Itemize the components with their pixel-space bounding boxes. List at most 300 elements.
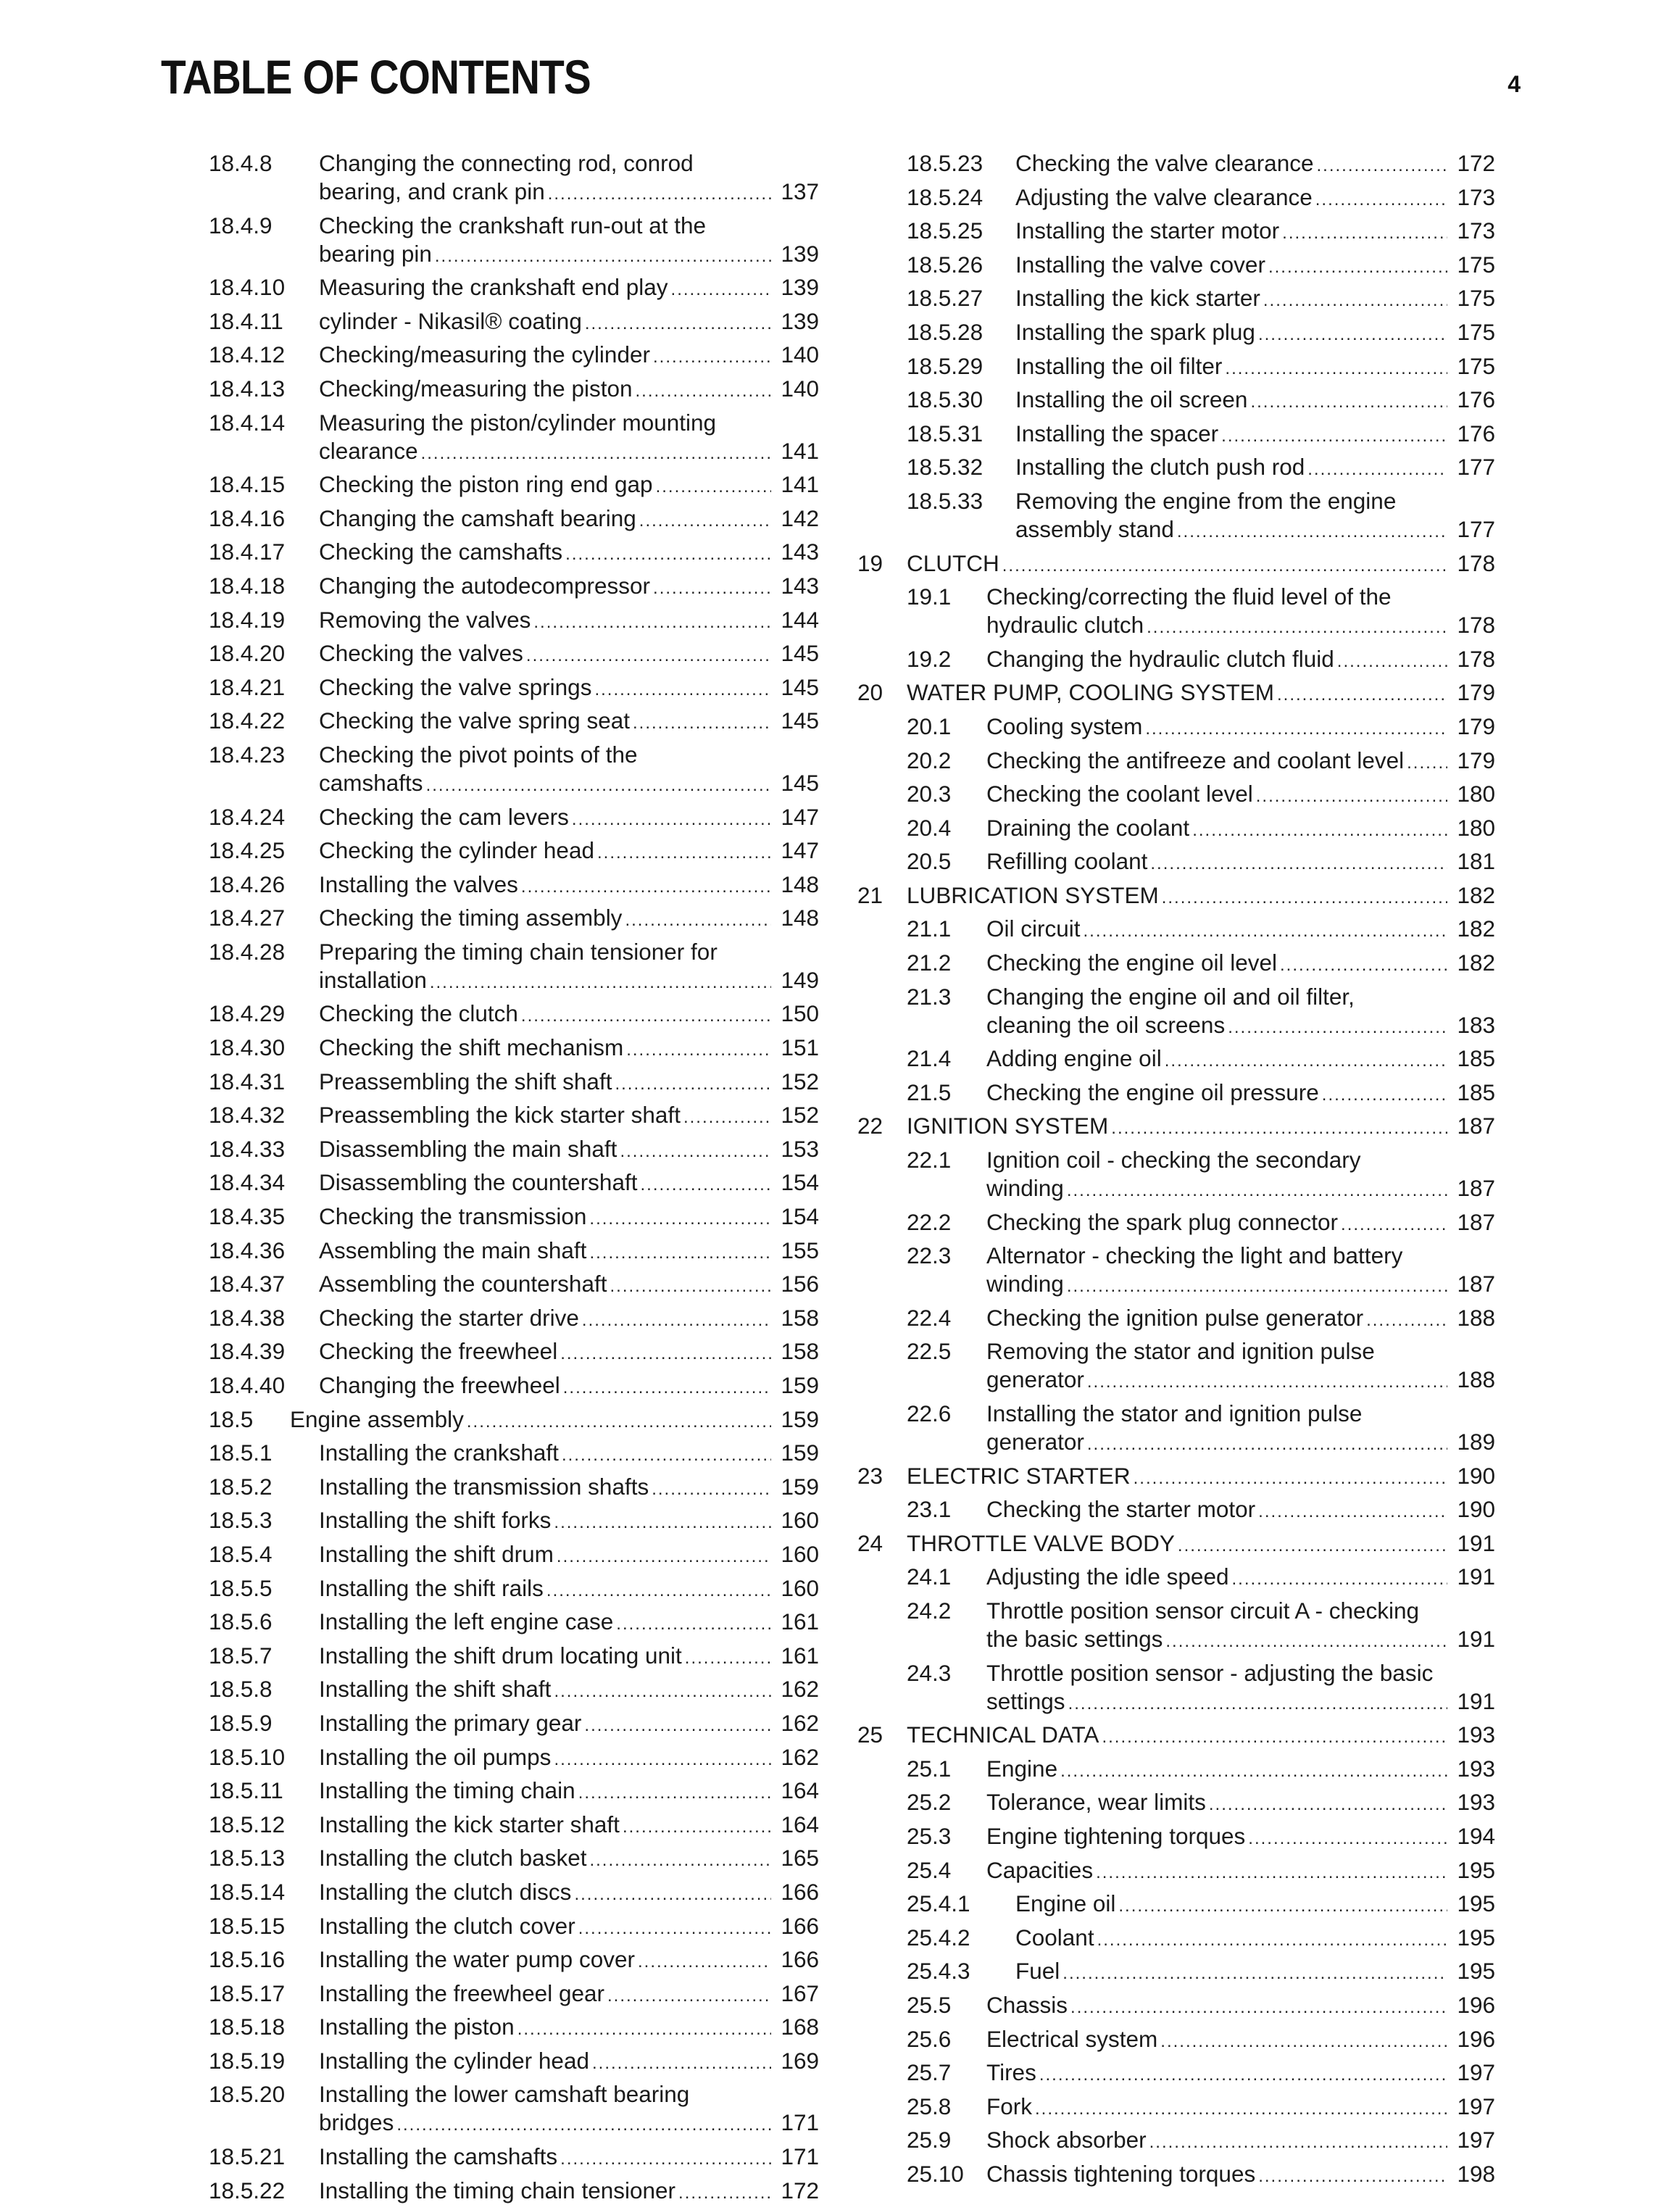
toc-entry[interactable]: [857, 1721, 1495, 1751]
toc-entry-title: winding: [986, 1271, 1064, 1297]
toc-entry[interactable]: [209, 871, 819, 901]
toc-entry-number: 20.4: [907, 814, 952, 841]
toc-entry-title-line: Ignition coil - checking the secondary: [986, 1147, 1361, 1173]
toc-entry-title: Preassembling the shift shaft: [319, 1068, 612, 1094]
toc-entry-title: generator: [986, 1429, 1084, 1455]
toc-entry-title-line: Removing the engine from the engine: [1015, 487, 1397, 514]
dot-leader: [678, 2179, 771, 2207]
toc-entry-number: 21: [857, 881, 883, 908]
dot-leader: [625, 906, 771, 934]
toc-entry[interactable]: [857, 1890, 1495, 1920]
dot-leader: [548, 180, 771, 208]
page-number: 4: [1508, 71, 1521, 97]
dot-leader: [610, 1272, 771, 1300]
toc-entry-page: 162: [781, 1743, 819, 1770]
toc-entry[interactable]: [209, 1473, 819, 1503]
toc-entry[interactable]: [209, 741, 819, 799]
toc-entry-number: 18.4.31: [209, 1068, 286, 1094]
toc-entry-title: Installing the spacer: [1015, 420, 1219, 446]
toc-entry[interactable]: [857, 453, 1495, 483]
toc-entry-title: Checking the valve spring seat: [319, 707, 630, 734]
toc-entry-page: 195: [1457, 1890, 1495, 1917]
toc-entry[interactable]: [857, 814, 1495, 844]
toc-entry-page: 187: [1457, 1271, 1495, 1297]
toc-entry[interactable]: [857, 149, 1495, 180]
toc-entry-number: 20.5: [907, 848, 952, 875]
toc-entry[interactable]: [209, 1371, 819, 1402]
toc-entry-title: Checking the camshafts: [319, 539, 563, 565]
toc-entry[interactable]: [857, 217, 1495, 247]
toc-entry-title: Preassembling the kick starter shaft: [319, 1102, 681, 1129]
toc-entry[interactable]: [857, 1112, 1495, 1142]
toc-entry[interactable]: [209, 1811, 819, 1841]
toc-entry-title: ELECTRIC STARTER: [907, 1462, 1131, 1489]
toc-entry-page: 173: [1457, 183, 1495, 210]
toc-entry-page: 161: [781, 1608, 819, 1635]
toc-entry-title: Measuring the crankshaft end play: [319, 274, 668, 301]
toc-entry[interactable]: [209, 1980, 819, 2010]
toc-entry-page: 154: [781, 1203, 819, 1230]
toc-entry[interactable]: [209, 538, 819, 568]
toc-entry-page: 160: [781, 1540, 819, 1567]
dot-leader: [597, 839, 771, 867]
toc-entry-title-line: Throttle position sensor - adjusting the basic: [986, 1659, 1434, 1686]
toc-entry-number: 25.4.3: [907, 1958, 970, 1985]
toc-entry-page: 144: [781, 606, 819, 633]
toc-entry-number: 18.4.30: [209, 1034, 286, 1061]
toc-entry[interactable]: [209, 1439, 819, 1469]
toc-entry-page: 197: [1457, 2059, 1495, 2086]
toc-entry-title: Installing the cylinder head: [319, 2047, 589, 2074]
toc-entry[interactable]: [857, 1991, 1495, 2022]
dot-leader: [578, 1914, 771, 1943]
toc-entry-number: 18.5.20: [209, 2081, 286, 2108]
dot-leader: [1263, 286, 1447, 315]
toc-entry-title: winding: [986, 1175, 1064, 1202]
toc-entry[interactable]: [209, 1405, 819, 1436]
toc-entry[interactable]: [857, 549, 1495, 580]
toc-entry-number: 22.4: [907, 1304, 952, 1331]
toc-entry-number: 18.4.8: [209, 150, 273, 176]
toc-entry[interactable]: [209, 375, 819, 405]
dot-leader: [589, 1846, 771, 1874]
toc-entry-page: 154: [781, 1169, 819, 1196]
toc-entry[interactable]: [209, 707, 819, 737]
toc-entry[interactable]: [857, 487, 1495, 546]
toc-entry-title: installation: [319, 966, 427, 993]
toc-entry-number: 25.4.1: [907, 1890, 970, 1917]
dot-leader: [633, 709, 771, 737]
toc-entry-page: 159: [781, 1473, 819, 1500]
toc-entry-page: 143: [781, 572, 819, 599]
toc-entry[interactable]: [857, 1044, 1495, 1075]
toc-entry[interactable]: [857, 713, 1495, 743]
toc-entry-page: 162: [781, 1709, 819, 1736]
dot-leader: [653, 574, 771, 602]
toc-entry-title: Checking the starter drive: [319, 1304, 579, 1331]
toc-entry-number: 18.5.11: [209, 1777, 283, 1804]
toc-entry[interactable]: [857, 1495, 1495, 1526]
toc-entry-title: Assembling the countershaft: [319, 1271, 607, 1297]
toc-entry-title: Adjusting the idle speed: [986, 1563, 1229, 1590]
toc-entry-title: Installing the transmission shafts: [319, 1473, 649, 1500]
toc-entry-number: 18.5.12: [209, 1811, 286, 1837]
toc-entry-title: Installing the oil pumps: [319, 1743, 552, 1770]
toc-entry[interactable]: [857, 1924, 1495, 1954]
toc-entry[interactable]: [857, 1957, 1495, 1987]
toc-entry-title: Installing the primary gear: [319, 1709, 582, 1736]
dot-leader: [1268, 253, 1447, 281]
toc-entry-title: Checking the spark plug connector: [986, 1208, 1339, 1235]
dot-leader: [560, 2145, 771, 2173]
toc-entry-page: 177: [1457, 454, 1495, 481]
toc-entry[interactable]: [857, 1242, 1495, 1300]
toc-entry-title: Engine oil: [1015, 1890, 1116, 1917]
toc-entry-number: 18.5.18: [209, 2014, 286, 2040]
toc-entry-page: 195: [1457, 1924, 1495, 1951]
dot-leader: [1035, 2095, 1447, 2123]
toc-entry-title: Checking/measuring the piston: [319, 375, 633, 402]
toc-entry-page: 139: [781, 307, 819, 334]
toc-entry-page: 159: [781, 1405, 819, 1432]
toc-entry-title-line: Checking the pivot points of the: [319, 741, 638, 768]
dot-leader: [1111, 1114, 1447, 1142]
toc-entry-title: WATER PUMP, COOLING SYSTEM: [907, 679, 1274, 706]
dot-leader: [626, 1036, 771, 1064]
toc-entry-title: Installing the clutch basket: [319, 1845, 587, 1872]
dot-leader: [1102, 1723, 1447, 1751]
toc-entry[interactable]: [857, 2093, 1495, 2123]
toc-entry[interactable]: [857, 1337, 1495, 1396]
toc-entry[interactable]: [857, 2126, 1495, 2156]
toc-entry-number: 18.5.24: [907, 183, 984, 210]
toc-entry[interactable]: [209, 212, 819, 270]
toc-entry-number: 21.3: [907, 983, 952, 1010]
toc-entry[interactable]: [209, 273, 819, 304]
toc-entry-number: 25.2: [907, 1789, 952, 1816]
toc-entry[interactable]: [857, 1856, 1495, 1887]
toc-entry[interactable]: [209, 1337, 819, 1368]
toc-entry[interactable]: [857, 1659, 1495, 1718]
dot-leader: [1366, 1306, 1447, 1334]
dot-leader: [1228, 1013, 1447, 1042]
toc-entry[interactable]: [857, 780, 1495, 810]
toc-entry[interactable]: [209, 341, 819, 371]
toc-entry-page: 145: [781, 673, 819, 700]
toc-entry-page: 147: [781, 837, 819, 864]
dot-leader: [1407, 749, 1447, 777]
toc-entry[interactable]: [209, 904, 819, 934]
toc-entry-title: Adjusting the valve clearance: [1015, 183, 1313, 210]
toc-entry-title: Tolerance, wear limits: [986, 1789, 1206, 1816]
toc-entry-number: 25: [857, 1721, 883, 1748]
toc-entry-title: Capacities: [986, 1856, 1094, 1883]
toc-entry-title: Installing the piston: [319, 2014, 515, 2040]
toc-entry-title-line: Changing the connecting rod, conrod: [319, 150, 694, 176]
toc-entry[interactable]: [857, 2160, 1495, 2190]
toc-entry[interactable]: [209, 1878, 819, 1908]
toc-entry-title: Installing the shift rails: [319, 1574, 544, 1601]
toc-entry-title: Draining the coolant: [986, 814, 1190, 841]
toc-entry[interactable]: [857, 747, 1495, 777]
toc-entry[interactable]: [209, 1270, 819, 1300]
dot-leader: [1097, 1926, 1447, 1954]
toc-entry-page: 197: [1457, 2127, 1495, 2153]
toc-entry-number: 22: [857, 1113, 883, 1139]
toc-entry-number: 18.4.33: [209, 1135, 286, 1162]
toc-entry[interactable]: [209, 1506, 819, 1537]
toc-entry-page: 188: [1457, 1366, 1495, 1393]
toc-entry-number: 18.5.22: [209, 2177, 286, 2203]
toc-entry-number: 18.5.19: [209, 2047, 286, 2074]
toc-entry-title: Changing the autodecompressor: [319, 572, 651, 599]
toc-entry[interactable]: [209, 673, 819, 704]
toc-entry[interactable]: [209, 470, 819, 501]
toc-entry-page: 167: [781, 1980, 819, 2006]
toc-entry[interactable]: [857, 1146, 1495, 1205]
toc-entry-page: 168: [781, 2014, 819, 2040]
toc-entry[interactable]: [209, 149, 819, 208]
toc-entry[interactable]: [209, 1304, 819, 1334]
toc-entry-title: CLUTCH: [907, 549, 999, 576]
toc-entry[interactable]: [209, 1101, 819, 1131]
dot-leader: [1160, 2027, 1447, 2056]
dot-leader: [1165, 1047, 1447, 1075]
toc-entry[interactable]: [857, 1079, 1495, 1109]
toc-entry[interactable]: [209, 2143, 819, 2173]
toc-entry-number: 18.5.14: [209, 1878, 286, 1905]
toc-entry-title: camshafts: [319, 769, 423, 796]
toc-entry[interactable]: [209, 1068, 819, 1098]
toc-entry-page: 158: [781, 1338, 819, 1365]
toc-entry-page: 176: [1457, 386, 1495, 413]
toc-entry[interactable]: [209, 1237, 819, 1267]
toc-entry[interactable]: [857, 386, 1495, 416]
toc-entry[interactable]: [209, 1675, 819, 1706]
toc-entry[interactable]: [857, 284, 1495, 315]
toc-entry[interactable]: [857, 915, 1495, 945]
toc-entry[interactable]: [209, 1202, 819, 1233]
toc-entry[interactable]: [857, 1529, 1495, 1560]
toc-entry-title-line: Alternator - checking the light and battery: [986, 1242, 1403, 1269]
toc-entry-title: Installing the timing chain tensioner: [319, 2177, 676, 2203]
toc-entry[interactable]: [209, 639, 819, 670]
dot-leader: [1087, 1430, 1447, 1458]
toc-entry[interactable]: [209, 1135, 819, 1166]
toc-entry-page: 147: [781, 803, 819, 830]
toc-entry-page: 180: [1457, 781, 1495, 807]
dot-leader: [1209, 1790, 1447, 1819]
toc-entry-number: 18.4.27: [209, 905, 286, 931]
toc-entry-page: 149: [781, 966, 819, 993]
toc-entry-title: Installing the crankshaft: [319, 1440, 559, 1466]
toc-entry-title-line: Measuring the piston/cylinder mounting: [319, 409, 717, 436]
dot-leader: [1277, 681, 1447, 709]
toc-entry-number: 18.4.26: [209, 871, 286, 897]
toc-entry-number: 25.4.2: [907, 1924, 970, 1951]
toc-entry-number: 25.1: [907, 1755, 952, 1782]
toc-entry[interactable]: [209, 606, 819, 636]
toc-entry-number: 18.5.21: [209, 2143, 286, 2170]
toc-entry-title: Engine: [986, 1755, 1058, 1782]
dot-leader: [565, 540, 771, 568]
toc-entry[interactable]: [857, 983, 1495, 1042]
toc-entry-page: 145: [781, 707, 819, 734]
toc-entry-number: 18.5.16: [209, 1946, 286, 1973]
toc-entry[interactable]: [857, 847, 1495, 878]
toc-entry-page: 190: [1457, 1462, 1495, 1489]
toc-entry-page: 152: [781, 1068, 819, 1094]
toc-entry-page: 141: [781, 471, 819, 498]
toc-entry[interactable]: [857, 318, 1495, 349]
toc-entry[interactable]: [209, 1912, 819, 1943]
toc-entry[interactable]: [209, 307, 819, 338]
toc-entry-number: 18.5.10: [209, 1743, 286, 1770]
toc-entry-title: Installing the kick starter: [1015, 285, 1260, 312]
toc-entry[interactable]: [857, 881, 1495, 912]
dot-leader: [1063, 1959, 1447, 1987]
dot-leader: [554, 1745, 771, 1774]
toc-entry-page: 152: [781, 1102, 819, 1129]
toc-entry[interactable]: [209, 836, 819, 867]
dot-leader: [1258, 320, 1447, 349]
toc-entry-title: clearance: [319, 437, 418, 464]
toc-entry-page: 191: [1457, 1529, 1495, 1556]
toc-entry[interactable]: [209, 1709, 819, 1740]
toc-entry-page: 187: [1457, 1208, 1495, 1235]
toc-entry-page: 196: [1457, 1991, 1495, 2018]
toc-entry[interactable]: [209, 803, 819, 834]
toc-entry-page: 158: [781, 1304, 819, 1331]
toc-entry-page: 171: [781, 2143, 819, 2170]
toc-entry[interactable]: [209, 1608, 819, 1638]
toc-entry-page: 182: [1457, 950, 1495, 976]
toc-entry[interactable]: [857, 1788, 1495, 1819]
toc-entry-number: 18.4.24: [209, 803, 286, 830]
dot-leader: [640, 1171, 771, 1199]
toc-entry[interactable]: [857, 183, 1495, 214]
toc-entry-number: 24.1: [907, 1563, 952, 1590]
toc-entry-number: 18.4.9: [209, 212, 273, 238]
toc-entry[interactable]: [857, 1822, 1495, 1853]
toc-entry-page: 148: [781, 871, 819, 897]
toc-entry[interactable]: [857, 1400, 1495, 1458]
dot-leader: [517, 2015, 771, 2043]
toc-entry-number: 25.7: [907, 2059, 952, 2086]
toc-entry[interactable]: [209, 572, 819, 602]
toc-entry-number: 22.3: [907, 1242, 952, 1269]
toc-entry-title: Installing the clutch discs: [319, 1878, 572, 1905]
toc-entry[interactable]: [209, 2047, 819, 2077]
toc-entry[interactable]: [857, 2025, 1495, 2056]
toc-entry-number: 18.4.22: [209, 707, 286, 734]
toc-entry-title-line: Checking/correcting the fluid level of the: [986, 583, 1392, 610]
toc-entry-page: 182: [1457, 915, 1495, 942]
toc-entry[interactable]: [209, 1574, 819, 1605]
toc-entry-page: 183: [1457, 1011, 1495, 1038]
dot-leader: [578, 1779, 771, 1807]
toc-entry-title: Installing the shift drum locating unit: [319, 1642, 682, 1669]
dot-leader: [1315, 186, 1447, 214]
toc-entry-title: Engine assembly: [290, 1405, 464, 1432]
toc-entry[interactable]: [209, 1945, 819, 1976]
toc-entry[interactable]: [209, 2013, 819, 2043]
toc-entry[interactable]: [209, 1642, 819, 1672]
dot-leader: [1221, 422, 1447, 450]
toc-entry-title: Cooling system: [986, 713, 1143, 739]
toc-entry-number: 18.5.26: [907, 251, 984, 278]
toc-entry[interactable]: [209, 1034, 819, 1064]
toc-entry[interactable]: [209, 2177, 819, 2207]
dot-leader: [1084, 917, 1447, 945]
dot-leader: [589, 1239, 771, 1267]
toc-entry-number: 18.4.16: [209, 504, 286, 531]
dot-leader: [638, 1948, 771, 1976]
toc-entry-title: Installing the timing chain: [319, 1777, 575, 1804]
toc-entry-number: 18.4.29: [209, 1000, 286, 1027]
toc-entry[interactable]: [857, 1563, 1495, 1593]
dot-leader: [1248, 1824, 1447, 1853]
toc-entry[interactable]: [857, 251, 1495, 281]
toc-entry-number: 18.4.18: [209, 572, 286, 599]
toc-entry[interactable]: [857, 352, 1495, 383]
toc-entry-title: Tires: [986, 2059, 1036, 2086]
toc-entry-page: 166: [781, 1946, 819, 1973]
toc-entry[interactable]: [209, 409, 819, 468]
toc-entry[interactable]: [857, 1304, 1495, 1334]
toc-entry[interactable]: [857, 949, 1495, 979]
toc-entry[interactable]: [209, 1743, 819, 1774]
toc-entry-title: generator: [986, 1366, 1084, 1393]
dot-leader: [1149, 2128, 1447, 2156]
toc-entry[interactable]: [209, 1777, 819, 1807]
toc-entry-title: Checking the freewheel: [319, 1338, 558, 1365]
toc-entry[interactable]: [209, 2080, 819, 2139]
toc-entry-title: Checking the valve springs: [319, 673, 592, 700]
toc-entry[interactable]: [857, 420, 1495, 450]
toc-entry-number: 18.4.10: [209, 274, 286, 301]
toc-entry[interactable]: [209, 1168, 819, 1199]
toc-entry-number: 18.5.4: [209, 1540, 273, 1567]
dot-leader: [589, 1205, 771, 1233]
toc-entry-title: settings: [986, 1687, 1065, 1714]
toc-entry[interactable]: [857, 678, 1495, 709]
toc-entry-page: 193: [1457, 1721, 1495, 1748]
toc-entry[interactable]: [209, 1844, 819, 1874]
toc-entry[interactable]: [209, 504, 819, 535]
toc-entry[interactable]: [857, 1208, 1495, 1239]
toc-entry-title: Changing the freewheel: [319, 1372, 560, 1398]
toc-entry[interactable]: [209, 1540, 819, 1571]
toc-entry[interactable]: [857, 645, 1495, 676]
toc-entry-number: 25.10: [907, 2160, 964, 2187]
dot-leader: [585, 310, 771, 338]
toc-entry[interactable]: [209, 1000, 819, 1030]
toc-entry[interactable]: [857, 583, 1495, 641]
toc-entry-title: Oil circuit: [986, 915, 1081, 942]
toc-entry[interactable]: [857, 1462, 1495, 1492]
dot-leader: [396, 2111, 771, 2139]
toc-entry-page: 160: [781, 1574, 819, 1601]
dot-leader: [1147, 613, 1447, 641]
toc-entry-page: 142: [781, 504, 819, 531]
toc-entry[interactable]: [857, 2059, 1495, 2089]
toc-entry[interactable]: [209, 938, 819, 997]
toc-entry[interactable]: [857, 1755, 1495, 1785]
dot-leader: [594, 676, 771, 704]
toc-entry[interactable]: [857, 1597, 1495, 1656]
dot-leader: [1178, 1532, 1447, 1560]
